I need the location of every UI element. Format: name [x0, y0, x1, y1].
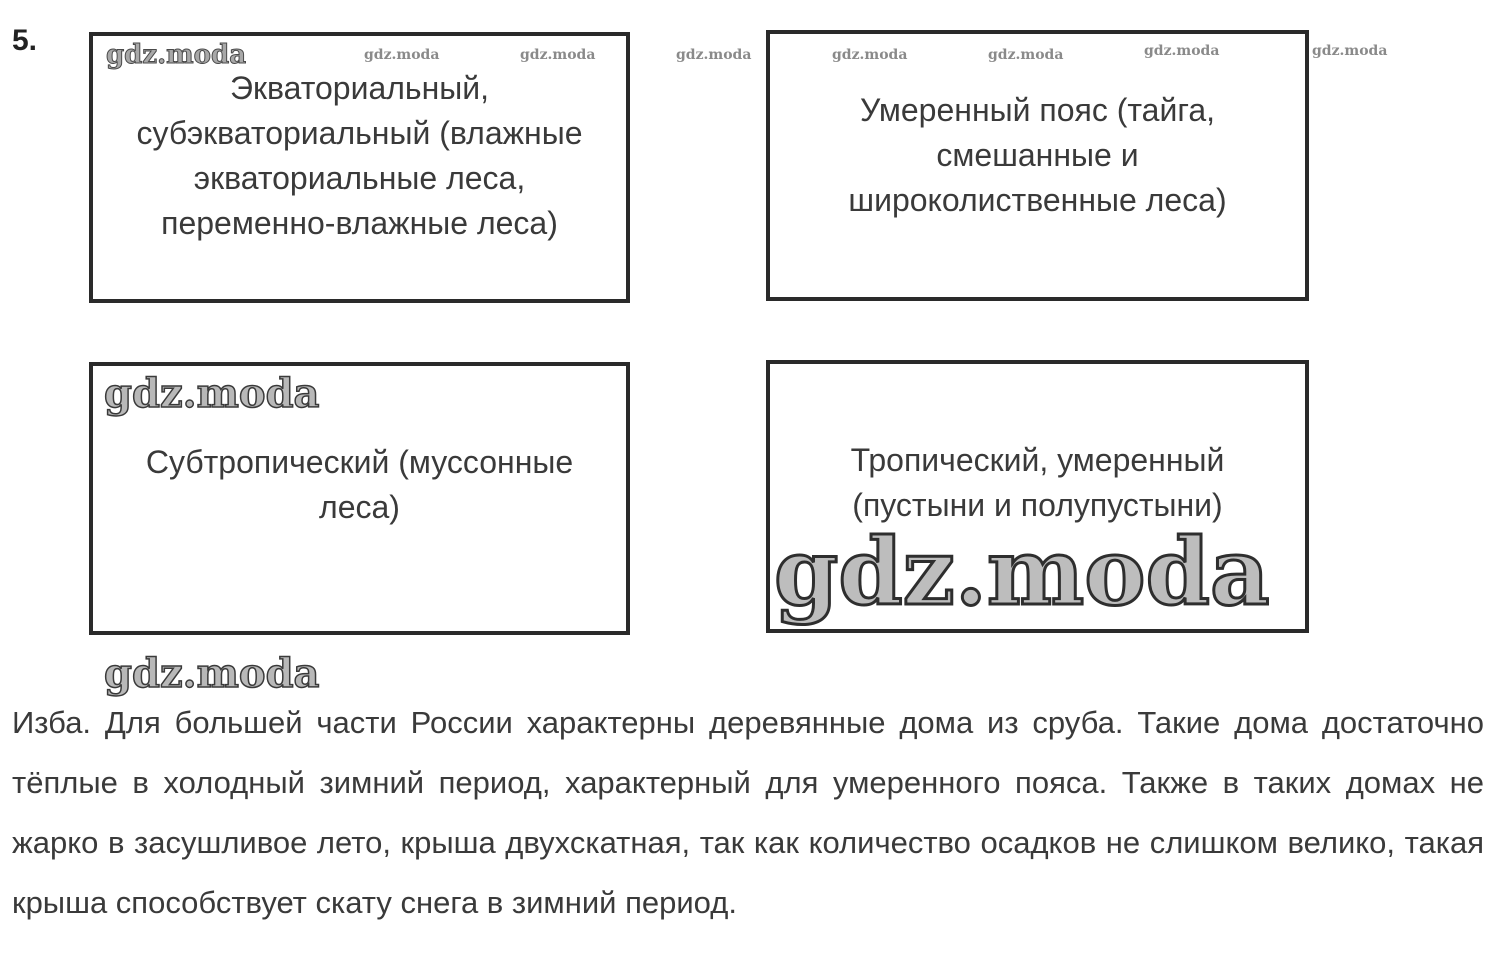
answer-paragraph: Изба. Для большей части России характерны деревянные дома из сруба. Такие дома достаточно тёплые в холодный зимний период, характерный для умеренного пояса. Также в таких домах не жарко в засушливое лето, крыша двухскатная, так как количество осадков не слишком велико, такая крыша способствует скату снега в зимний период.: [12, 705, 1484, 920]
box-line: Субтропический (муссонные: [145, 444, 574, 480]
watermark-logo: gdz.moda: [104, 370, 320, 417]
watermark-logo: gdz.moda: [520, 47, 596, 63]
watermark-logo: gdz.moda: [832, 47, 908, 63]
box-text: [848, 88, 1226, 223]
box-line: Экваториальный,: [229, 70, 490, 106]
box-text: [137, 66, 583, 246]
watermark-logo: gdz.moda: [104, 650, 320, 697]
box-line: переменно-влажные леса): [161, 205, 558, 241]
watermark-logo: gdz.moda: [106, 40, 247, 70]
task-number: 5.: [12, 24, 38, 57]
watermark-logo: gdz.moda: [364, 47, 440, 63]
answer-box-subtropical: [89, 362, 630, 635]
box-line: смешанные и: [936, 137, 1139, 173]
box-text: [146, 440, 573, 530]
answer-box-equatorial: [89, 32, 630, 303]
box-line: Умеренный пояс (тайга,: [859, 92, 1215, 128]
box-text: [851, 438, 1225, 528]
answer-box-tropical: [766, 360, 1309, 633]
box-line: (пустыни и полупустыни): [852, 487, 1223, 523]
box-line: леса): [319, 489, 400, 525]
box-line: Тропический, умеренный: [850, 442, 1225, 478]
watermark-logo: gdz.moda: [988, 47, 1064, 63]
watermark-logo: gdz.moda: [774, 518, 1270, 626]
watermark-logo: gdz.moda: [1144, 43, 1220, 59]
watermark-logo: gdz.moda: [1312, 43, 1388, 59]
box-line: широколиственные леса): [848, 182, 1227, 218]
answer-box-temperate: [766, 30, 1309, 301]
box-line: экваториальные леса,: [193, 160, 526, 196]
box-line: субэкваториальный (влажные: [136, 115, 583, 151]
watermark-logo: gdz.moda: [676, 47, 752, 63]
